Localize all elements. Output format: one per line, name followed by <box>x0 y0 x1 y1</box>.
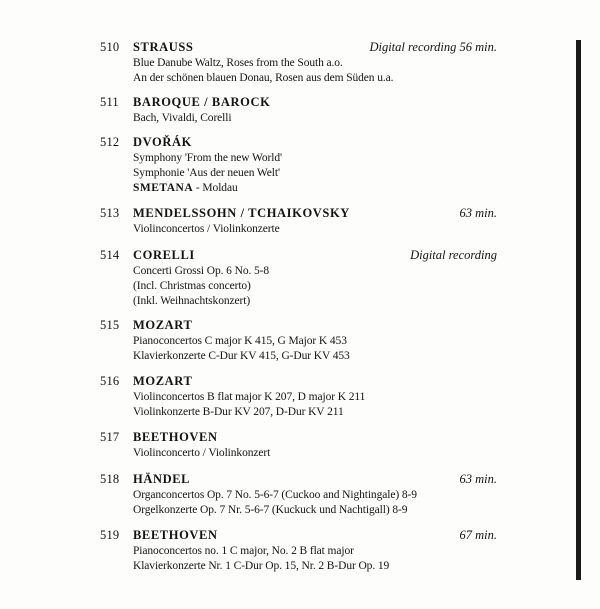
entry-number: 516 <box>100 374 120 388</box>
entry-number: 515 <box>100 318 120 332</box>
entry-composer: STRAUSS <box>133 40 194 54</box>
entry-note: 63 min. <box>459 206 497 220</box>
entry-line: Organconcertos Op. 7 No. 5-6-7 (Cuckoo and Nightingale) 8-9 <box>133 489 417 501</box>
entry-number: 512 <box>100 135 120 149</box>
entry-line: Violinconcerto / Violinkonzert <box>133 447 271 459</box>
entry-number: 518 <box>100 472 120 486</box>
entry-line: Symphonie 'Aus der neuen Welt' <box>133 167 280 179</box>
entry-line: Concerti Grossi Op. 6 No. 5-8 <box>133 265 270 277</box>
entry-line <box>133 181 282 196</box>
entry-composer: BAROQUE / BAROCK <box>133 95 271 109</box>
entry-line: Orgelkonzerte Op. 7 Nr. 5-6-7 (Kuckuck und Nachtigall) 8-9 <box>133 504 408 516</box>
entry-number: 517 <box>100 430 120 444</box>
entry-composer: HÄNDEL <box>133 472 191 486</box>
entry-composer: BEETHOVEN <box>133 528 218 542</box>
entry-composer: MOZART <box>133 374 193 388</box>
entry-number: 514 <box>100 248 120 262</box>
entry-note: 63 min. <box>459 472 497 486</box>
entry-composer: MOZART <box>133 318 193 332</box>
entry-composer: CORELLI <box>133 248 195 262</box>
entry-number: 510 <box>100 40 120 54</box>
entry-note: 67 min. <box>459 528 497 542</box>
entry-line: Pianoconcertos no. 1 C major, No. 2 B flat major <box>133 545 354 557</box>
entry-line: Pianoconcertos C major K 415, G Major K 453 <box>133 335 347 347</box>
entry-line: (Inkl. Weihnachtskonzert) <box>133 295 251 307</box>
entry-number: 513 <box>100 206 120 220</box>
entry-line: Klavierkonzerte Nr. 1 C-Dur Op. 15, Nr. 2 B-Dur Op. 19 <box>133 560 390 572</box>
entry-composer: DVOŘÁK <box>133 135 192 149</box>
entry-line: Violinconcertos / Violinkonzerte <box>133 223 280 235</box>
entry-line: Violinconcertos B flat major K 207, D major K 211 <box>133 391 366 403</box>
entry-number: 511 <box>100 95 119 109</box>
entry-line: Bach, Vivaldi, Corelli <box>133 112 232 124</box>
entry-note: Digital recording <box>410 248 497 262</box>
vertical-rule <box>576 40 581 580</box>
entry-line: An der schönen blauen Donau, Rosen aus dem Süden u.a. <box>133 72 394 84</box>
entry-note: Digital recording 56 min. <box>369 40 497 54</box>
entry-line: Violinkonzerte B-Dur KV 207, D-Dur KV 211 <box>133 406 344 418</box>
line-work: - Moldau <box>193 182 238 194</box>
entry-composer: MENDELSSOHN / TCHAIKOVSKY <box>133 206 350 220</box>
entry-line: Blue Danube Waltz, Roses from the South a.o. <box>133 57 343 69</box>
entry-composer: BEETHOVEN <box>133 430 218 444</box>
entry-line: (Incl. Christmas concerto) <box>133 280 251 292</box>
entry-line: Symphony 'From the new World' <box>133 152 282 164</box>
entry-line: Klavierkonzerte C-Dur KV 415, G-Dur KV 453 <box>133 350 350 362</box>
entry-number: 519 <box>100 528 120 542</box>
line-composer: SMETANA <box>133 182 194 194</box>
